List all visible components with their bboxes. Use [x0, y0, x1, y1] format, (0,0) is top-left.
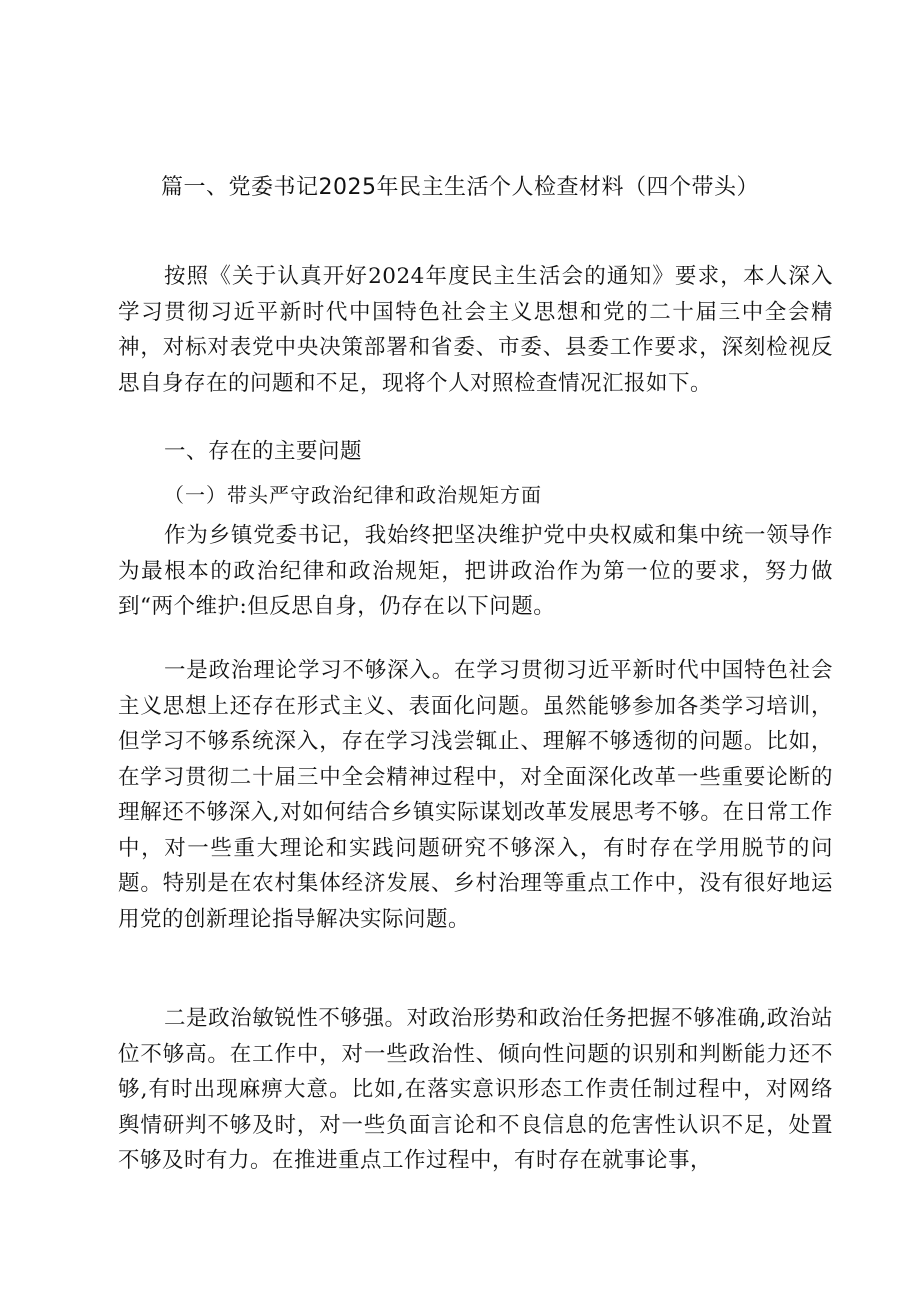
- document-title: 篇一、党委书记2025年民主生活个人检查材料（四个带头）: [161, 175, 759, 200]
- section-heading: 一、存在的主要问题: [164, 439, 363, 464]
- subsection-heading: （一）带头严守政治纪律和政治规矩方面: [164, 483, 542, 507]
- body-paragraph: 一是政治理论学习不够深入。在学习贯彻习近平新时代中国特色社会主义思想上还存在形式主义、表面化问题。虽然能够参加各类学习培训，但学习不够系统深入，存在学习浅尝辄止、理解不够透彻的问题。比如，在学习贯彻二十届三中全会精神过程中，对全面深化改革一些重要论断的理解还不够深入,对如何结合乡镇实际谋划改革发展思考不够。在日常工作中，对一些重大理论和实践问题研究不够深入，有时存在学用脱节的问题。特别是在农村集体经济发展、乡村治理等重点工作中，没有很好地运用党的创新理论指导解决实际问题。: [118, 658, 833, 932]
- intro-paragraph: 按照《关于认真开好2024年度民主生活会的通知》要求，本人深入学习贯彻习近平新时代中国特色社会主义思想和党的二十届三中全会精神，对标对表党中央决策部署和省委、市委、县委工作要求，深刻检视反思自身存在的问题和不足，现将个人对照检查情况汇报如下。: [118, 264, 833, 396]
- body-paragraph: 二是政治敏锐性不够强。对政治形势和政治任务把握不够准确,政治站位不够高。在工作中，对一些政治性、倾向性问题的识别和判断能力还不够,有时出现麻痹大意。比如,在落实意识形态工作责任制过程中，对网络舆情研判不够及时，对一些负面言论和不良信息的危害性认识不足，处置不够及时有力。在推进重点工作过程中，有时存在就事论事，: [118, 1006, 833, 1173]
- body-paragraph: 作为乡镇党委书记，我始终把坚决维护党中央权威和集中统一领导作为最根本的政治纪律和政治规矩，把讲政治作为第一位的要求，努力做到“两个维护:但反思自身，仍存在以下问题。: [118, 523, 833, 619]
